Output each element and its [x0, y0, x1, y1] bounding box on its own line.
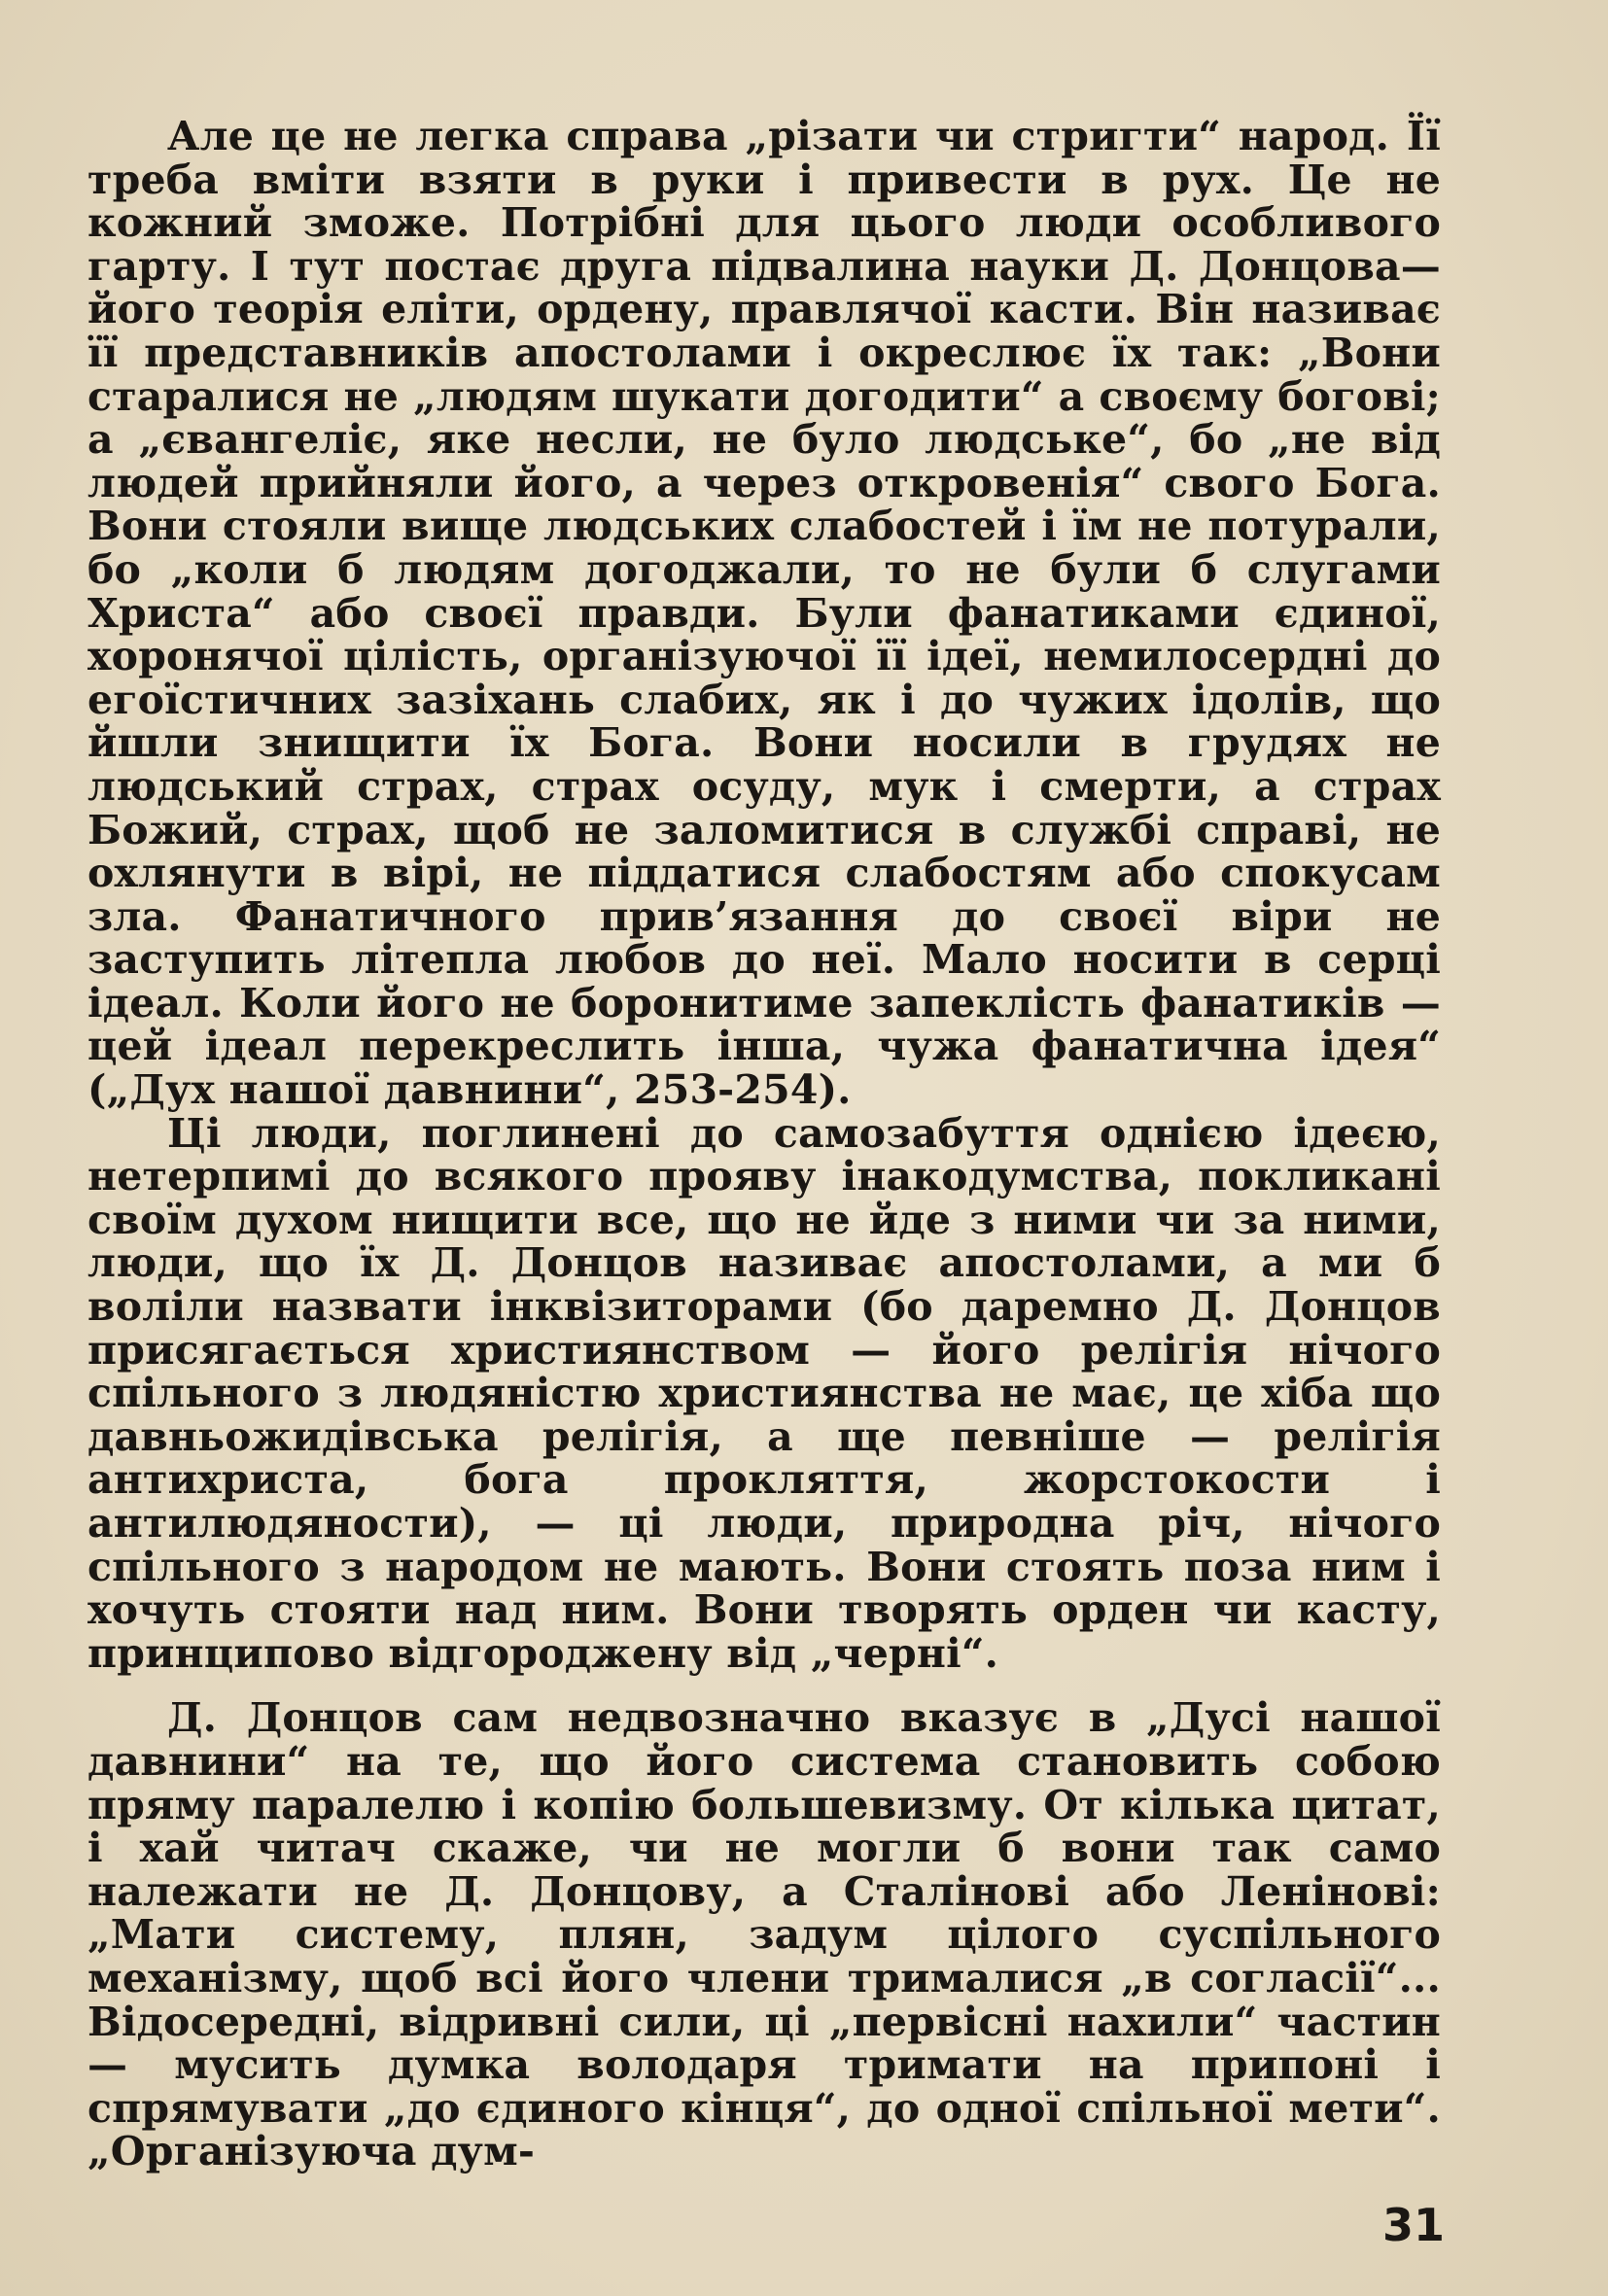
paragraph-1 — [87, 115, 1441, 1112]
paragraph-3-text: Д. Донцов сам недвозначно вказує в „Дусі нашої давнини“ на те, що його система становить собою пряму паралелю і копію большевизму. От кілька цитат, і хай читач скаже, чи не могли б вони так само належати не Д. Донцову, а Сталінові або Ленінові: „Мати систему, плян, задум цілого суспільного механізму, щоб всі його члени трималися „в согласії“... Відосередні, відривні сили, ці „первісні нахили“ частин — мусить думка володаря тримати на припоні і спрямувати „до єдиного кінця“, до одної спільної мети“. „Організуюча дум- — [87, 1694, 1441, 2175]
body-text — [87, 115, 1441, 2174]
paragraph-2-text: Ці люди, поглинені до самозабуття однією ідеєю, нетерпимі до всякого прояву інакодумства, покликані своїм духом нищити все, що не йде з ними чи за ними, люди, що їх Д. Донцов називає апостолами, а ми б воліли назвати інквізиторами (бо даремно Д. Донцов присягається християнством — його релігія нічого спільного з людяністю християнства не має, це хіба що давньожидівська релігія, а ще певніше — релігія антихриста, бога прокляття, жорстокости і антилюдяности), — ці люди, природна річ, нічого спільного з народом не мають. Вони стоять поза ним і хочуть стояти над ним. Вони творять орден чи касту, принципово відгороджену від „черні“. — [87, 1109, 1441, 1677]
page-number: 31 — [1381, 2199, 1445, 2251]
paragraph-3 — [87, 1696, 1441, 2174]
paragraph-2 — [87, 1109, 1441, 1677]
paragraph-1-text: Але це не легка справа „різати чи стригти“ народ. Її треба вміти взяти в руки і привести в рух. Це не кожний зможе. Потрібні для цього люди особливого гарту. І тут постає друга підвалина науки Д. Донцова—його теорія еліти, ордену, правлячої касти. Він називає її представників апостолами і окреслює їх так: „Вони старалися не „людям шукати догодити“ а своєму богові; а „євангеліє, яке несли, не було людське“, бо „не від людей прийняли його, а через откровенія“ свого Бога. Вони стояли вище людських слабостей і їм не потурали, бо „коли б людям догоджали, то не були б слугами Христа“ або своєї правди. Були фанатиками єдиної, хоронячої цілість, організуючої її ідеї, немилосердні до егоїстичних зазіхань слабих, як і до чужих ідолів, що йшли знищити їх Бога. Вони носили в грудях не людський страх, страх осуду, мук і смерти, а страх Божий, страх, щоб не заломитися в службі справі, не охлянути в вірі, не піддатися слабостям або спокусам зла. Фанатичного прив’язання до своєї віри не заступить літепла любов до неї. Мало носити в серці ідеал. Коли його не боронитиме запеклість фанатиків — цей ідеал перекреслить інша, чужа фанатична ідея“ („Дух нашої давнини“, 253-254). — [87, 113, 1441, 1114]
